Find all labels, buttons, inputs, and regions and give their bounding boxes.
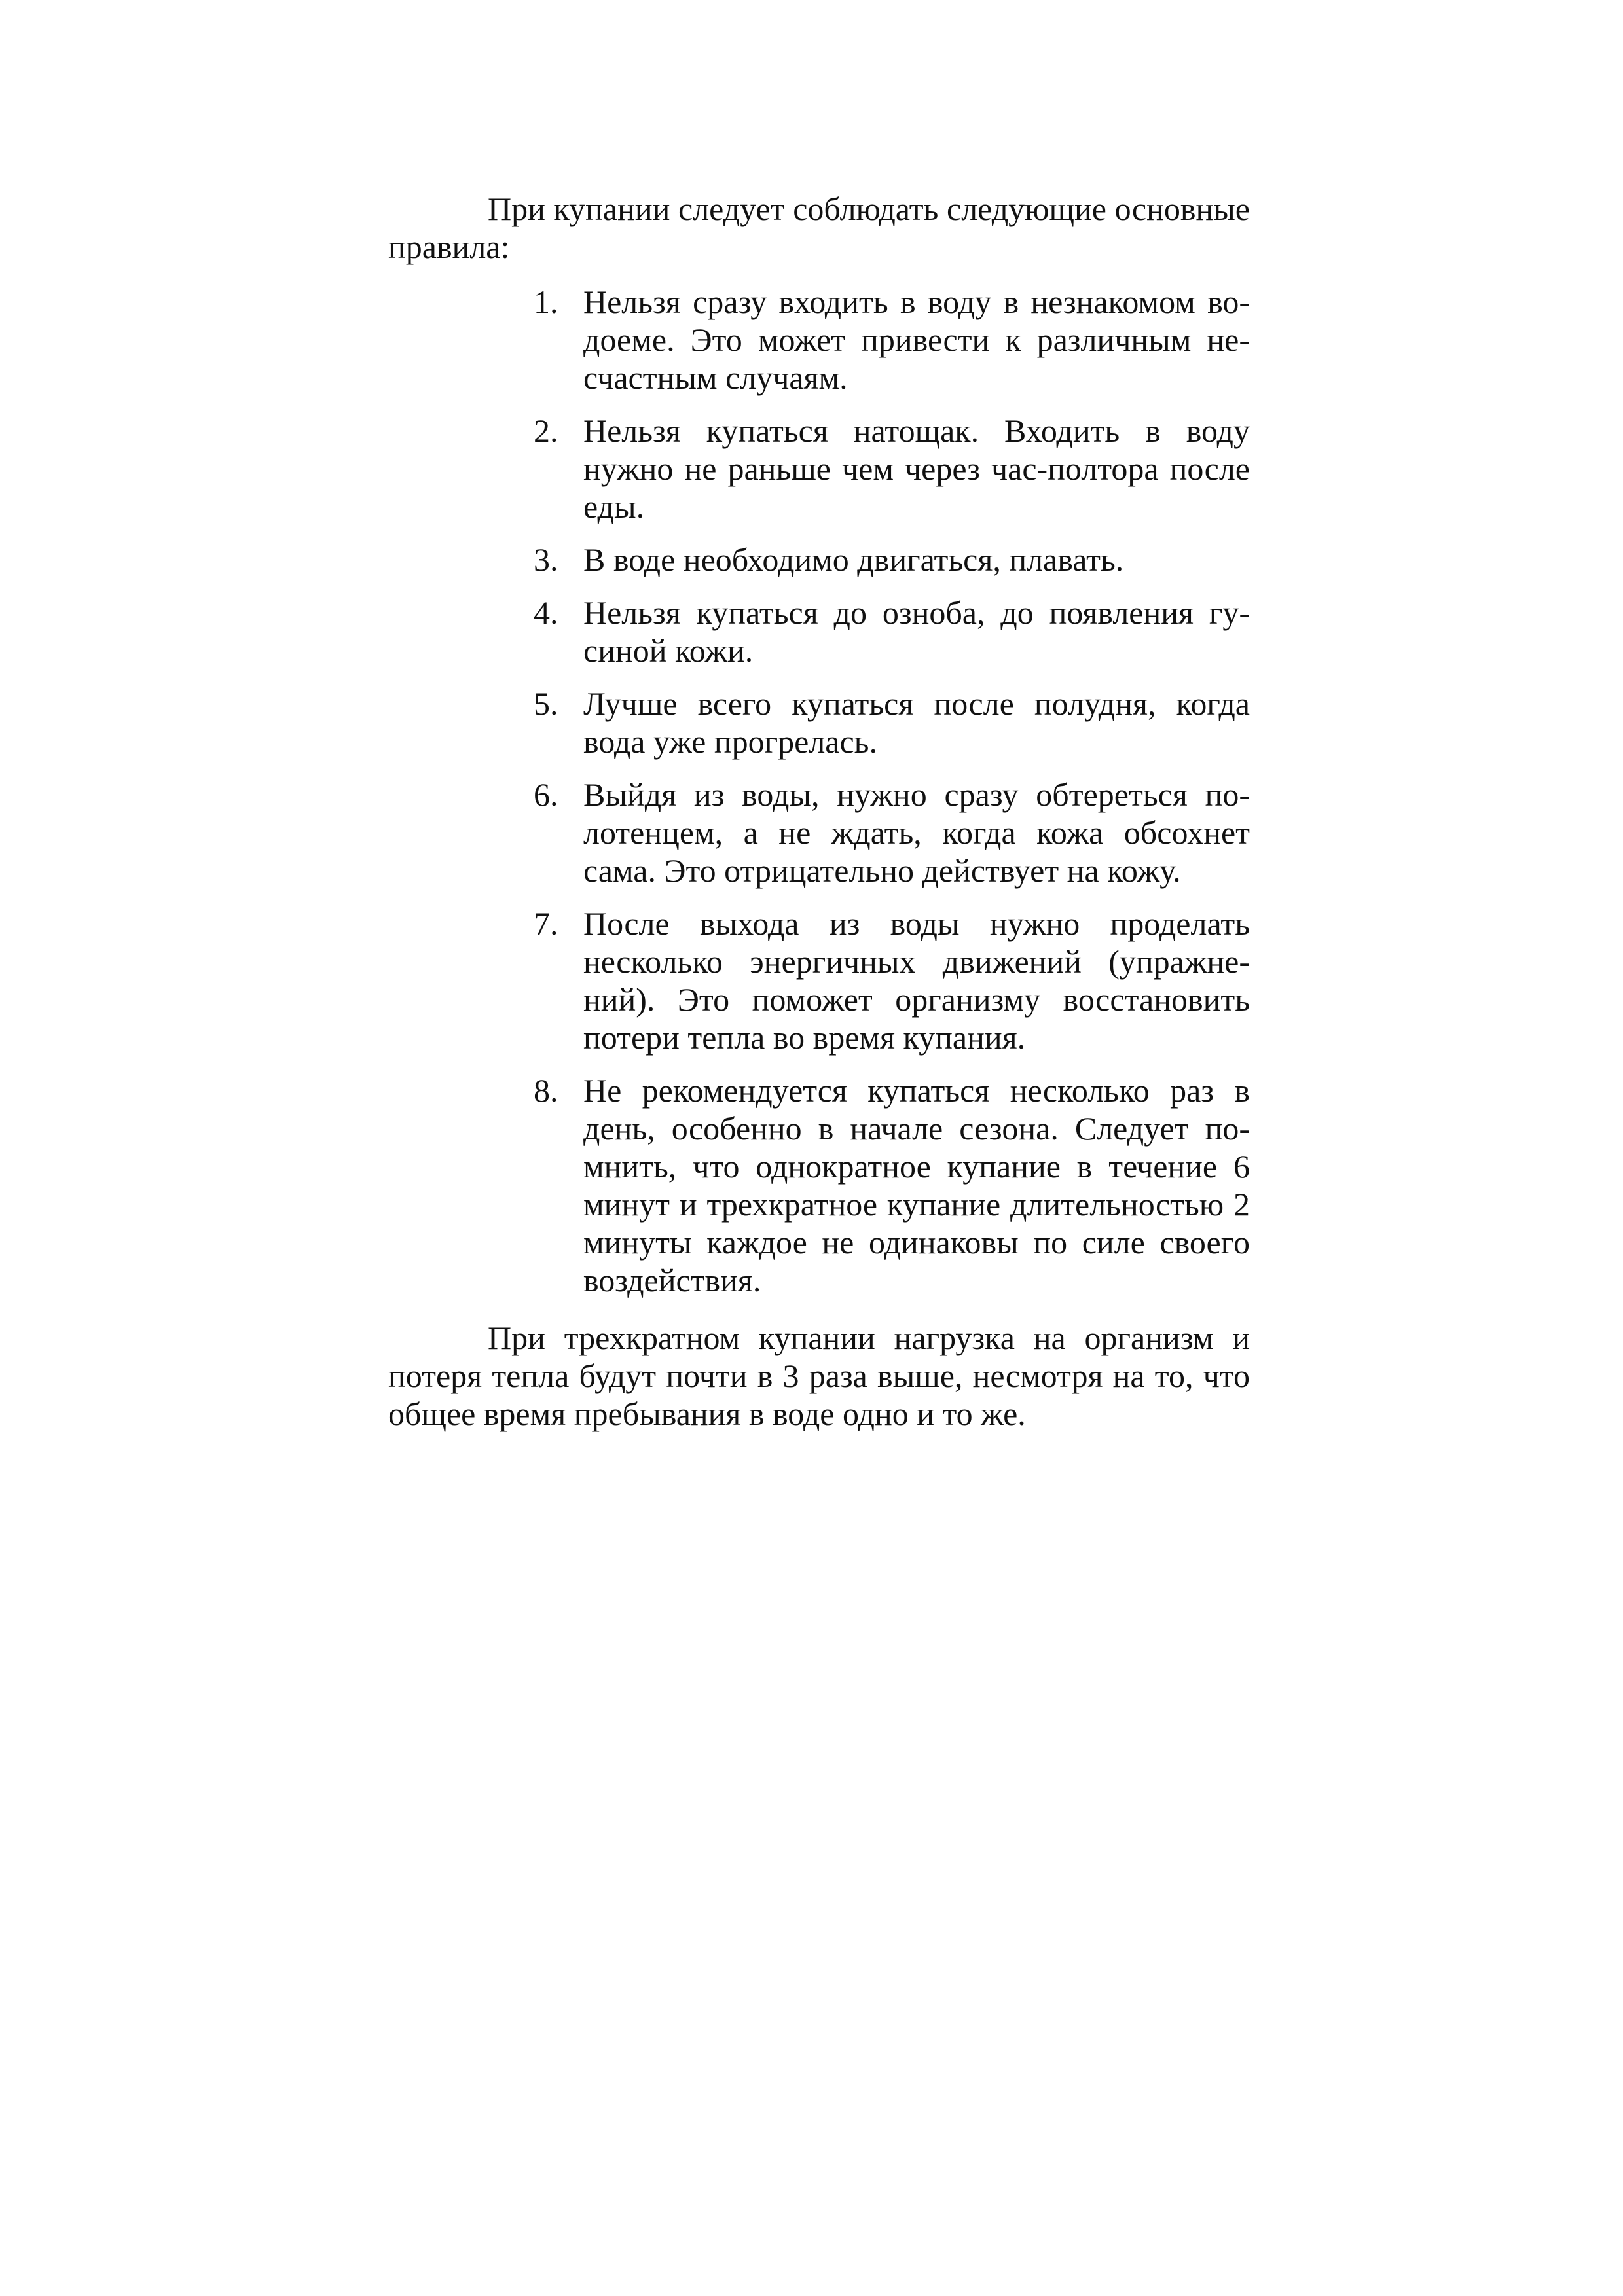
list-item-text: Выйдя из воды, нужно сразу обтереться полотенцем, а не ждать, когда кожа обсохнет сама. Это отрицательно действует на кожу.: [583, 776, 1250, 889]
list-item: [534, 283, 1250, 397]
list-item-text: Нельзя купаться натощак. Входить в воду нужно не раньше чем через час-полтора после еды.: [583, 412, 1250, 525]
list-item: [534, 541, 1250, 579]
list-item-number: 8.: [534, 1072, 558, 1109]
list-item: [534, 685, 1250, 761]
conclusion-paragraph: При трехкратном купании нагрузка на организм и потеря тепла будут почти в 3 раза выше, несмотря на то, что общее время пребывания в воде одно и то же.: [388, 1319, 1250, 1432]
list-item: [534, 905, 1250, 1056]
text-block: [388, 190, 1250, 1433]
list-item-number: 7.: [534, 905, 558, 942]
list-item-number: 3.: [534, 541, 558, 578]
rules-list: [388, 283, 1250, 1299]
list-item: [534, 412, 1250, 526]
list-item-number: 4.: [534, 594, 558, 631]
list-item-text: После выхода из воды нужно проделать несколько энергичных движений (упражнений). Это поможет организму восстановить потери тепла во время купания.: [583, 905, 1250, 1056]
list-item: [534, 594, 1250, 670]
list-item-text: В воде необходимо двигаться, плавать.: [583, 541, 1124, 578]
list-item-text: Нельзя сразу входить в воду в незнакомом водоеме. Это может привести к различным несчастным случаям.: [583, 283, 1250, 396]
intro-paragraph: При купании следует соблюдать следующие основные правила:: [388, 190, 1250, 265]
list-item-text: Нельзя купаться до озноба, до появления гусиной кожи.: [583, 594, 1250, 669]
list-item-text: Лучше всего купаться после полудня, когда вода уже прогрелась.: [583, 685, 1250, 760]
list-item-number: 5.: [534, 685, 558, 722]
list-item: [534, 776, 1250, 889]
list-item-text: Не рекомендуется купаться несколько раз в день, особенно в начале сезона. Следует помнить, что однократное купание в течение 6 минут и трехкратное купание длительностью 2 минуты каждое не одинаковы по силе своего воздействия.: [583, 1072, 1250, 1299]
list-item-number: 6.: [534, 776, 558, 813]
list-item-number: 2.: [534, 412, 558, 449]
list-item: [534, 1071, 1250, 1299]
list-item-number: 1.: [534, 283, 558, 320]
